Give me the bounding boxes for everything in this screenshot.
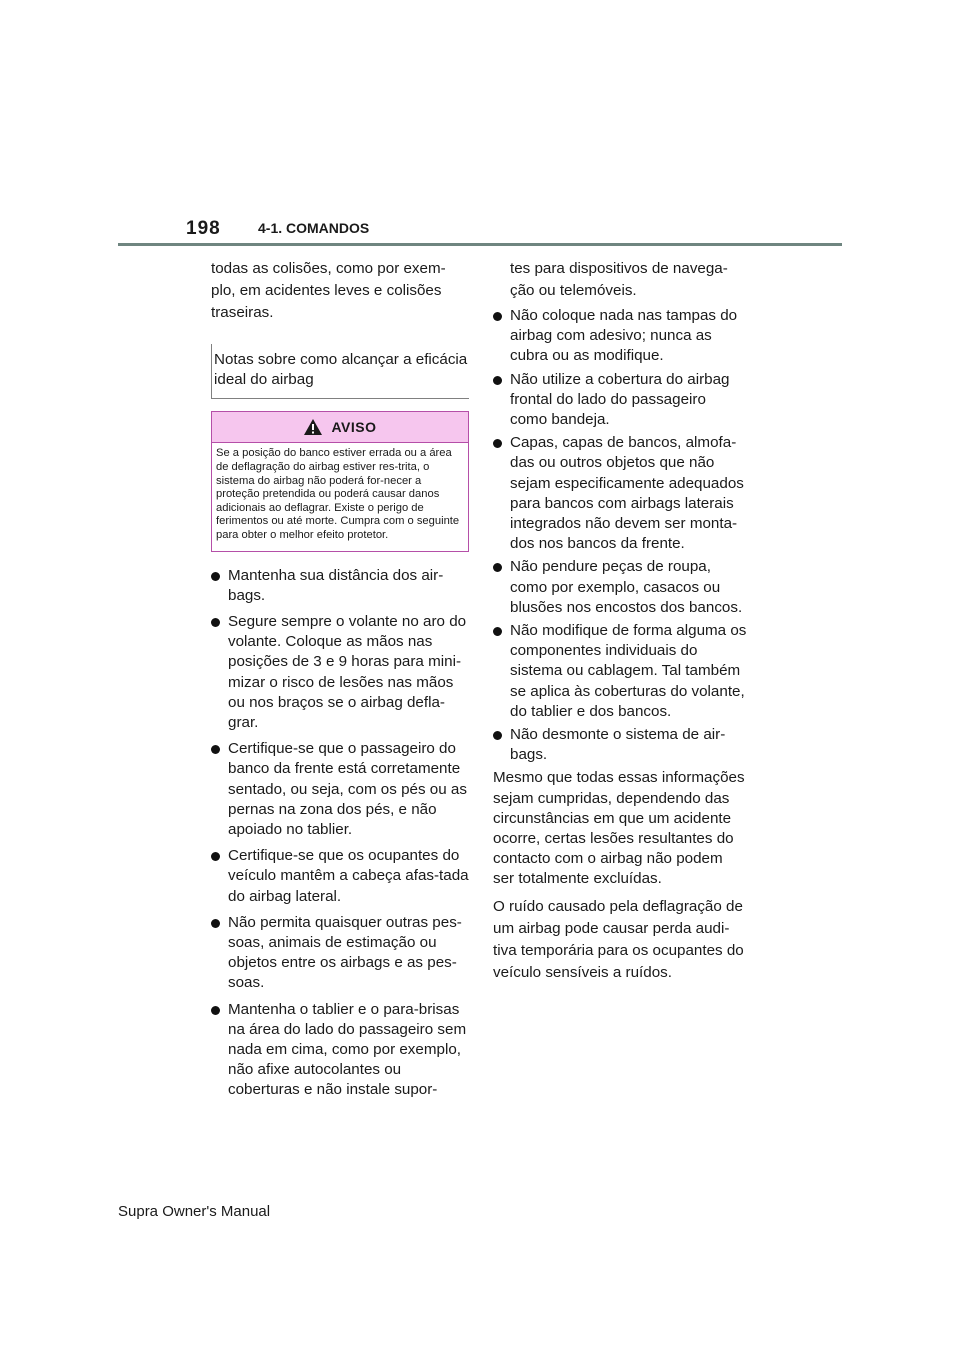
bullet-icon	[493, 731, 502, 740]
subheading: Notas sobre como alcançar a eficácia ideal do airbag	[211, 344, 469, 399]
list-item: Mantenha o tablier e o para-brisas na área do lado do passageiro sem nada em cima, como por exemplo, não afixe autocolantes ou coberturas e não instale supor-	[211, 1000, 469, 1101]
right-column	[493, 258, 747, 990]
section-title: 4-1. COMANDOS	[258, 220, 370, 236]
bullet-icon	[211, 572, 220, 581]
intro-text: todas as colisões, como por exem-plo, em acidentes leves e colisões traseiras.	[211, 260, 446, 321]
left-column	[211, 258, 469, 1107]
continuation-text: tes para dispositivos de navega-ção ou telemóveis.	[510, 260, 728, 299]
list-item: Não pendure peças de roupa, como por exemplo, casacos ou blusões nos encostos dos bancos.	[493, 557, 747, 618]
list-item: Certifique-se que o passageiro do banco da frente está corretamente sentado, ou seja, com os pés ou as pernas na zona dos pés, e não apoiado no tablier.	[211, 739, 469, 840]
list-item: Não permita quaisquer outras pes-soas, animais de estimação ou objetos entre os airbags e as pes-soas.	[211, 913, 469, 994]
page-number: 198	[186, 218, 221, 239]
bullet-icon	[211, 919, 220, 928]
paragraph: Mesmo que todas essas informações sejam cumpridas, dependendo das circunstâncias em que um acidente ocorre, certas lesões resultantes do contacto com o airbag não podem ser totalmente excluídas.	[493, 769, 745, 888]
right-bullet-list	[493, 306, 747, 765]
bullet-icon	[493, 312, 502, 321]
bullet-icon	[493, 563, 502, 572]
warning-body: Se a posição do banco estiver errada ou a área de deflagração do airbag estiver res-trita, o sistema do airbag não poderá for-necer a proteção pretendida ou poderá causar danos adicionais ao deflagrar. Existe o perigo de ferimentos ou até morte. Cumpra com o seguinte para obter o melhor efeito protetor.	[216, 447, 460, 541]
bullet-icon	[493, 627, 502, 636]
bullet-icon	[211, 852, 220, 861]
bullet-icon	[211, 745, 220, 754]
list-item: Capas, capas de bancos, almofa-das ou outros objetos que não sejam especificamente adequados para bancos com airbags laterais integrados não devem ser monta-dos nos bancos da frente.	[493, 433, 747, 554]
bullet-icon	[493, 376, 502, 385]
left-bullet-list	[211, 566, 469, 1101]
header-rule	[118, 243, 842, 246]
footer-text: Supra Owner's Manual	[118, 1203, 271, 1220]
warning-header	[212, 412, 468, 443]
paragraph: O ruído causado pela deflagração de um airbag pode causar perda audi-tiva temporária para os ocupantes do veículo sensíveis a ruídos.	[493, 897, 744, 981]
list-item: Segure sempre o volante no aro do volante. Coloque as mãos nas posições de 3 e 9 horas para mini-mizar o risco de lesões nas mãos ou nos braços se o airbag defla-grar.	[211, 612, 469, 733]
warning-box	[211, 411, 469, 551]
bullet-icon	[211, 1006, 220, 1015]
warning-title: AVISO	[331, 419, 377, 436]
list-item: Não desmonte o sistema de air-bags.	[493, 725, 747, 765]
list-item: Não modifique de forma alguma os componentes individuais do sistema ou cablagem. Tal também se aplica às coberturas do volante, do tablier e dos bancos.	[493, 621, 747, 722]
bullet-icon	[493, 439, 502, 448]
list-item: Não utilize a cobertura do airbag frontal do lado do passageiro como bandeja.	[493, 370, 747, 431]
warning-triangle-icon	[303, 418, 323, 436]
list-item: Certifique-se que os ocupantes do veículo mantêm a cabeça afas-tada do airbag lateral.	[211, 846, 469, 907]
list-item: Não coloque nada nas tampas do airbag com adesivo; nunca as cubra ou as modifique.	[493, 306, 747, 367]
bullet-icon	[211, 618, 220, 627]
list-item: Mantenha sua distância dos air-bags.	[211, 566, 469, 606]
